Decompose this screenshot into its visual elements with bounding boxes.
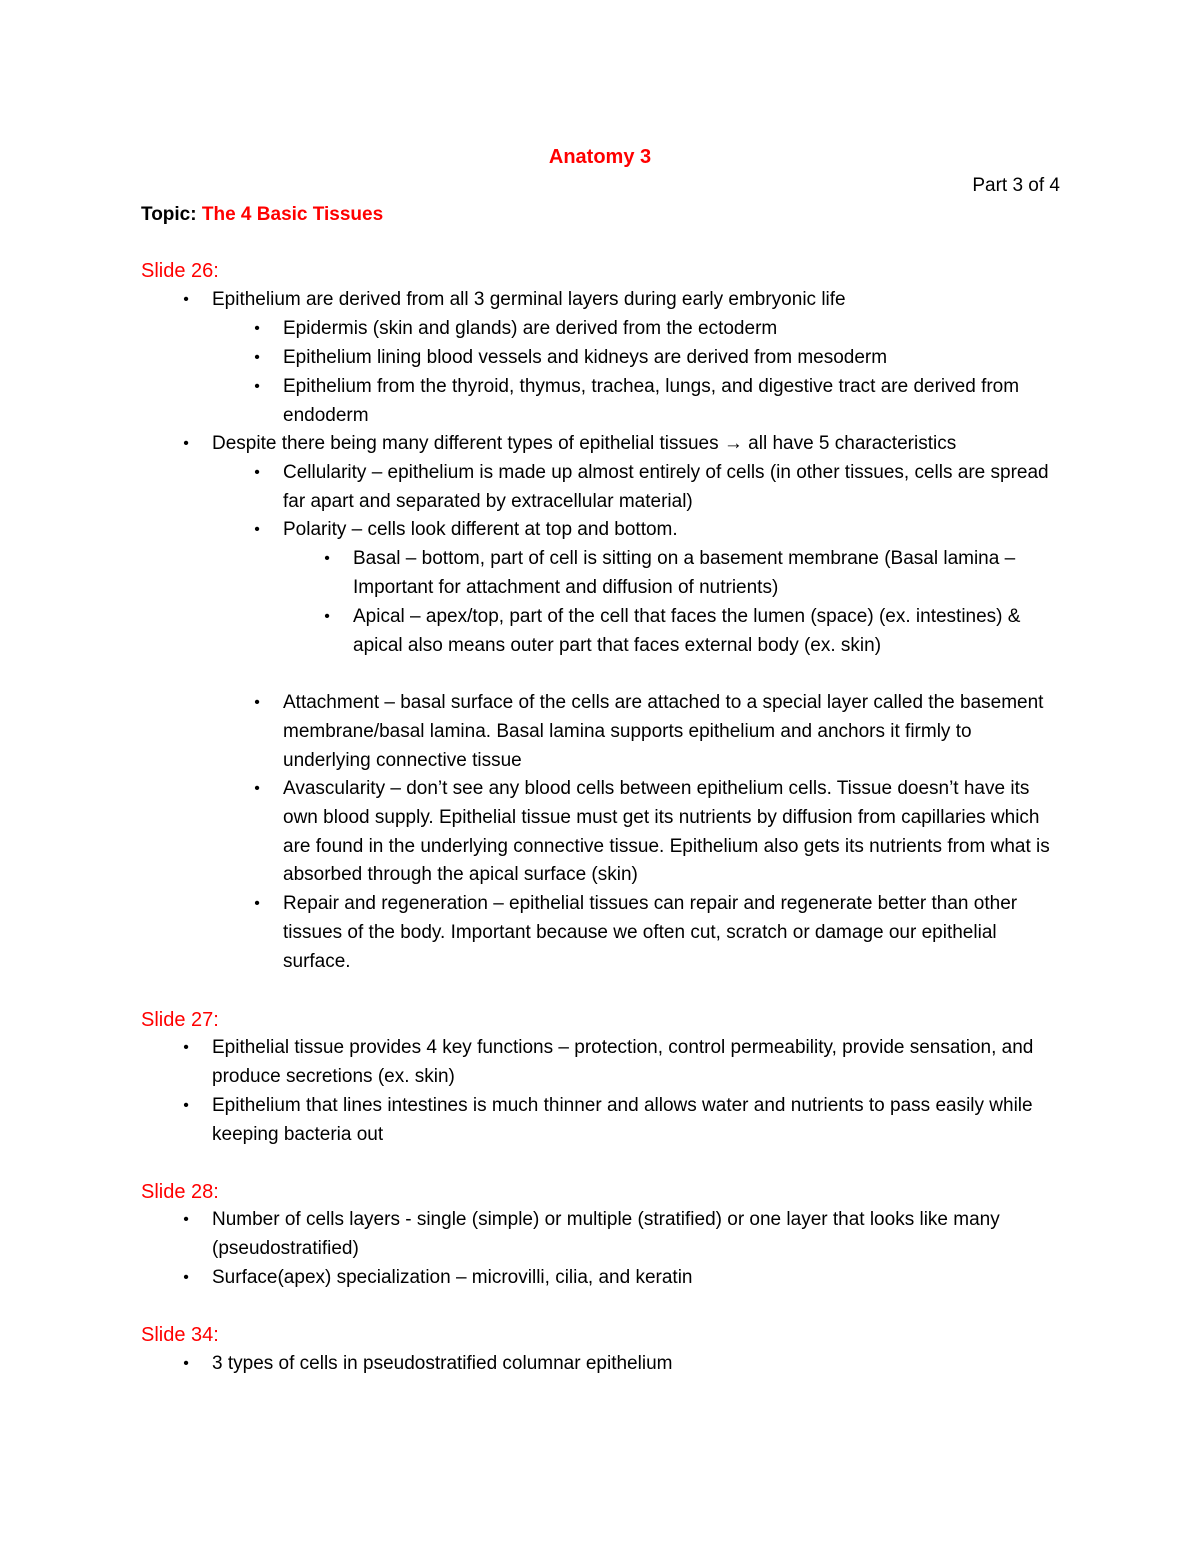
- list-item-text: Epithelium are derived from all 3 germinal layers during early embryonic life: [212, 289, 846, 310]
- list-item-text: Epithelium that lines intestines is much thinner and allows water and nutrients to pass easily while keeping bacteria out: [212, 1095, 1033, 1145]
- bullet-glyph: •: [254, 780, 260, 797]
- list-item: [254, 344, 1063, 373]
- bullet-glyph: •: [254, 349, 260, 366]
- bullet-glyph: •: [254, 694, 260, 711]
- bullet-glyph: •: [324, 608, 330, 625]
- list-item: [324, 603, 1063, 661]
- topic-value: The 4 Basic Tissues: [201, 204, 384, 225]
- list-item: [254, 890, 1063, 976]
- list-item-text: Despite there being many different types of epithelial tissues → all have 5 characteristics: [212, 433, 957, 454]
- bullet-glyph: •: [183, 1097, 189, 1114]
- list-item: [254, 373, 1063, 431]
- list-item: [183, 1350, 1072, 1379]
- bullet-glyph: •: [254, 895, 260, 912]
- list-item: [324, 545, 1063, 603]
- list-item: [254, 516, 1063, 545]
- list-item: [183, 1264, 1072, 1293]
- slide-heading: Slide 34:: [141, 1324, 219, 1346]
- bullet-glyph: •: [183, 1355, 189, 1372]
- slide-heading: Slide 27:: [141, 1009, 219, 1031]
- part-label: Part 3 of 4: [972, 175, 1060, 196]
- list-item-text: Repair and regeneration – epithelial tissues can repair and regenerate better than other tissues of the body. Important because we often cut, scratch or damage our epithelial surface.: [283, 893, 1018, 972]
- document-title: Anatomy 3: [548, 146, 652, 168]
- bullet-glyph: •: [254, 378, 260, 395]
- list-item-text: Number of cells layers - single (simple) or multiple (stratified) or one layer that looks like many (pseudostratified): [212, 1209, 1000, 1259]
- list-item-text: Polarity – cells look different at top and bottom.: [283, 519, 678, 540]
- list-item: [183, 286, 1072, 315]
- bullet-glyph: •: [183, 435, 189, 452]
- list-item-text: Epithelial tissue provides 4 key functions – protection, control permeability, provide sensation, and produce secretions (ex. skin): [212, 1037, 1034, 1087]
- list-item-text: 3 types of cells in pseudostratified columnar epithelium: [212, 1353, 673, 1374]
- list-item-text: Basal – bottom, part of cell is sitting on a basement membrane (Basal lamina – Important for attachment and diffusion of nutrients): [353, 548, 1016, 598]
- list-item: [254, 459, 1063, 517]
- topic-label: Topic:: [141, 204, 197, 225]
- bullet-glyph: •: [254, 464, 260, 481]
- list-item-text: Surface(apex) specialization – microvilli, cilia, and keratin: [212, 1267, 693, 1288]
- bullet-glyph: •: [324, 550, 330, 567]
- list-item-text: Apical – apex/top, part of the cell that faces the lumen (space) (ex. intestines) & apical also means outer part that faces external body (ex. skin): [353, 606, 1021, 656]
- bullet-glyph: •: [183, 1211, 189, 1228]
- list-item: [183, 430, 1072, 459]
- list-item: [254, 775, 1063, 890]
- bullet-glyph: •: [183, 1269, 189, 1286]
- list-item-text: Attachment – basal surface of the cells are attached to a special layer called the basement membrane/basal lamina. Basal lamina supports epithelium and anchors it firmly to underlying connective tissue: [283, 692, 1044, 771]
- bullet-glyph: •: [254, 320, 260, 337]
- topic-line: [141, 200, 383, 230]
- list-item: [254, 689, 1063, 775]
- bullet-glyph: •: [183, 291, 189, 308]
- slide-heading: Slide 28:: [141, 1181, 219, 1203]
- list-item-text: Epidermis (skin and glands) are derived from the ectoderm: [283, 318, 778, 339]
- list-item-text: Epithelium lining blood vessels and kidneys are derived from mesoderm: [283, 347, 888, 368]
- slide-heading: Slide 26:: [141, 260, 219, 282]
- list-item-text: Avascularity – don’t see any blood cells between epithelium cells. Tissue doesn’t have its own blood supply. Epithelial tissue must get its nutrients by diffusion from capillaries which are found in the underlying connective tissue. Epithelium also gets its nutrients from what is absorbed through the apical surface (skin): [283, 778, 1050, 886]
- bullet-glyph: •: [254, 521, 260, 538]
- list-item: [254, 315, 1063, 344]
- list-item-text: Epithelium from the thyroid, thymus, trachea, lungs, and digestive tract are derived from endoderm: [283, 376, 1020, 426]
- list-item: [183, 1206, 1072, 1264]
- bullet-glyph: •: [183, 1039, 189, 1056]
- list-item-text: Cellularity – epithelium is made up almost entirely of cells (in other tissues, cells are spread far apart and separated by extracellular material): [283, 462, 1049, 512]
- list-item: [183, 1034, 1072, 1092]
- list-item: [183, 1092, 1072, 1150]
